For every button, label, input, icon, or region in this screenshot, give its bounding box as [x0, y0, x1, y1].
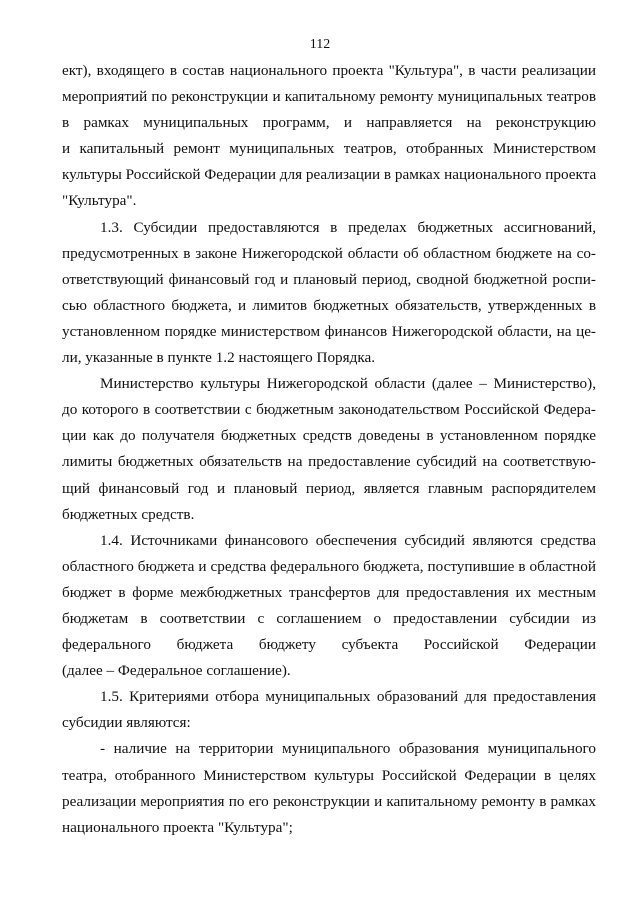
page-number: 112 [309, 37, 331, 52]
text-line: (далее – Федеральное соглашение). [62, 662, 291, 680]
text-line: 1.3. Субсидии предоставляются в пределах бюджетных ассигнований, [100, 218, 596, 236]
text-line: реализации мероприятия по его реконструкции и капитальному ремонту в рамках [62, 792, 596, 810]
text-line: "Культура". [62, 192, 137, 210]
paragraph-1-4 [62, 528, 596, 685]
text-line: - наличие на территории муниципального образования муниципального [100, 740, 596, 758]
text-line: установленном порядке министерством финансов Нижегородской области, на це- [62, 322, 596, 340]
text-line: ли, указанные в пункте 1.2 настоящего Порядка. [62, 349, 376, 367]
text-line: ект), входящего в состав национального проекта "Культура", в части реализации [62, 62, 596, 79]
paragraph-criteria-item [62, 736, 596, 840]
text-line: сью областного бюджета, и лимитов бюджетных обязательств, утвержденных в [62, 296, 596, 314]
text-line: предусмотренных в законе Нижегородской области об областном бюджете на со- [62, 244, 596, 262]
text-line: лимиты бюджетных обязательств на предоставление субсидий на соответствую- [62, 453, 596, 471]
text-line: и капитальный ремонт муниципальных театров, отобранных Министерством [62, 140, 596, 158]
text-line: мероприятий по реконструкции и капитальному ремонту муниципальных театров [62, 88, 596, 106]
text-line: 1.4. Источниками финансового обеспечения субсидий являются средства [100, 531, 596, 549]
paragraph-ministry [62, 371, 596, 528]
text-line: 1.5. Критериями отбора муниципальных образований для предоставления [100, 688, 596, 706]
text-line: ции как до получателя бюджетных средств доведены в установленном порядке [62, 427, 596, 445]
text-line: ответствующий финансовый год и плановый период, сводной бюджетной роспи- [62, 270, 596, 288]
text-line: федерального бюджета бюджету субъекта Российской Федерации [62, 636, 596, 654]
text-line: театра, отобранного Министерством культуры Российской Федерации в целях [62, 766, 596, 784]
paragraph-1-3 [62, 215, 596, 372]
text-line: бюджет в форме межбюджетных трансфертов для предоставления их местным [62, 583, 596, 601]
text-line: областного бюджета и средства федерального бюджета, поступившие в областной [62, 557, 596, 575]
text-line: щий финансовый год и плановый период, является главным распорядителем [62, 479, 596, 497]
text-line: в рамках муниципальных программ, и направляется на реконструкцию [62, 114, 596, 132]
text-line: бюджетных средств. [62, 505, 195, 523]
text-line: субсидии являются: [62, 714, 191, 732]
text-line: бюджетам в соответствии с соглашением о предоставлении субсидии из [62, 609, 596, 627]
text-line: культуры Российской Федерации для реализации в рамках национального проекта [62, 166, 597, 184]
text-line: Министерство культуры Нижегородской области (далее – Министерство), [100, 375, 596, 393]
document-body [62, 58, 596, 841]
text-line: до которого в соответствии с бюджетным законодательством Российской Федера- [62, 401, 596, 419]
text-line: национального проекта "Культура"; [62, 818, 293, 836]
paragraph-1-5 [62, 684, 596, 736]
paragraph-continuation [62, 58, 596, 215]
